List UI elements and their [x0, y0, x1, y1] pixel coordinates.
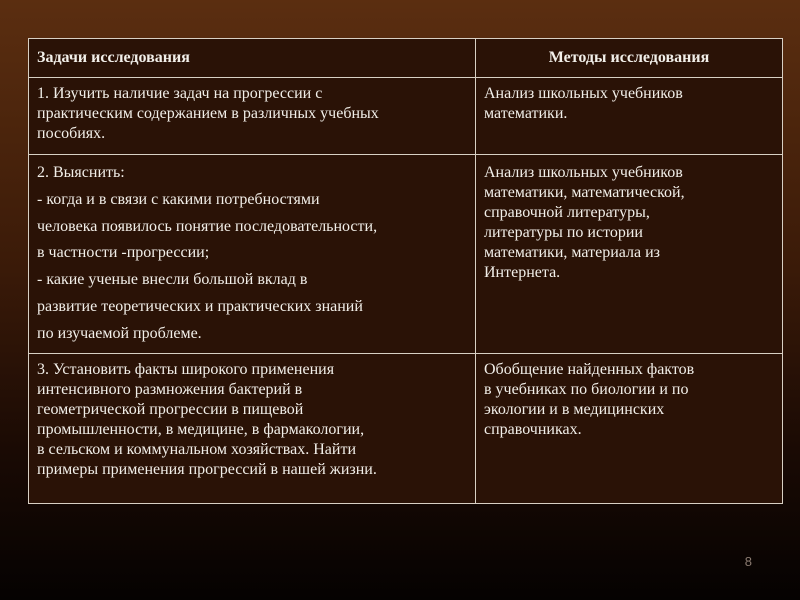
header-tasks: Задачи исследования: [29, 39, 476, 78]
method-2-line: математики, материала из: [484, 244, 660, 261]
task-3-line: интенсивного размножения бактерий в: [37, 381, 303, 399]
method-2-line: математики, математической,: [484, 184, 685, 201]
task-3-line: примеры применения прогрессий в нашей жизни.: [37, 461, 377, 479]
research-table: [28, 38, 783, 504]
task-cell-3: [29, 354, 476, 504]
method-cell-3: [476, 354, 783, 504]
task-2-line: по изучаемой проблеме.: [37, 324, 202, 342]
table-row: [29, 78, 783, 155]
method-3-line: экологии и в медицинских: [484, 401, 665, 419]
method-2-line: справочной литературы,: [484, 204, 650, 221]
method-2-line: Интернета.: [484, 264, 561, 281]
task-3-line: геометрической прогрессии в пищевой: [37, 401, 304, 419]
task-1-line: пособиях.: [37, 125, 106, 142]
task-3-line: промышленности, в медицине, в фармакологии,: [37, 421, 365, 439]
task-1-line: 1. Изучить наличие задач на прогрессии с: [37, 85, 323, 102]
table-row: [29, 155, 783, 354]
table-header-row: [29, 39, 783, 78]
task-1-line: практическим содержанием в различных учебных: [37, 105, 379, 122]
task-2-line: 2. Выяснить:: [37, 164, 125, 181]
task-2-line: развитие теоретических и практических знаний: [37, 297, 363, 315]
method-cell-2: [476, 155, 783, 354]
method-3-line: в учебниках по биологии и по: [484, 381, 689, 399]
method-1-line: математики.: [484, 105, 568, 122]
task-3-line: в сельском и коммунальном хозяйствах. Найти: [37, 441, 356, 459]
method-2-line: Анализ школьных учебников: [484, 164, 683, 181]
header-methods: Методы исследования: [476, 39, 783, 78]
task-2-line: в частности -прогрессии;: [37, 244, 210, 262]
method-3-line: Обобщение найденных фактов: [484, 361, 695, 379]
method-3-line: справочниках.: [484, 421, 582, 439]
method-cell-1: [476, 78, 783, 155]
method-2-line: литературы по истории: [484, 224, 643, 241]
method-1-line: Анализ школьных учебников: [484, 85, 683, 102]
task-3-line: 3. Установить факты широкого применения: [37, 361, 335, 379]
task-cell-2: [29, 155, 476, 354]
slide-page-number: 8: [744, 554, 752, 569]
task-cell-1: [29, 78, 476, 155]
task-2-line: человека появилось понятие последовательности,: [37, 217, 378, 235]
task-2-line: - какие ученые внесли большой вклад в: [37, 271, 308, 289]
table-row: [29, 354, 783, 504]
task-2-line: - когда и в связи с какими потребностями: [37, 191, 320, 208]
